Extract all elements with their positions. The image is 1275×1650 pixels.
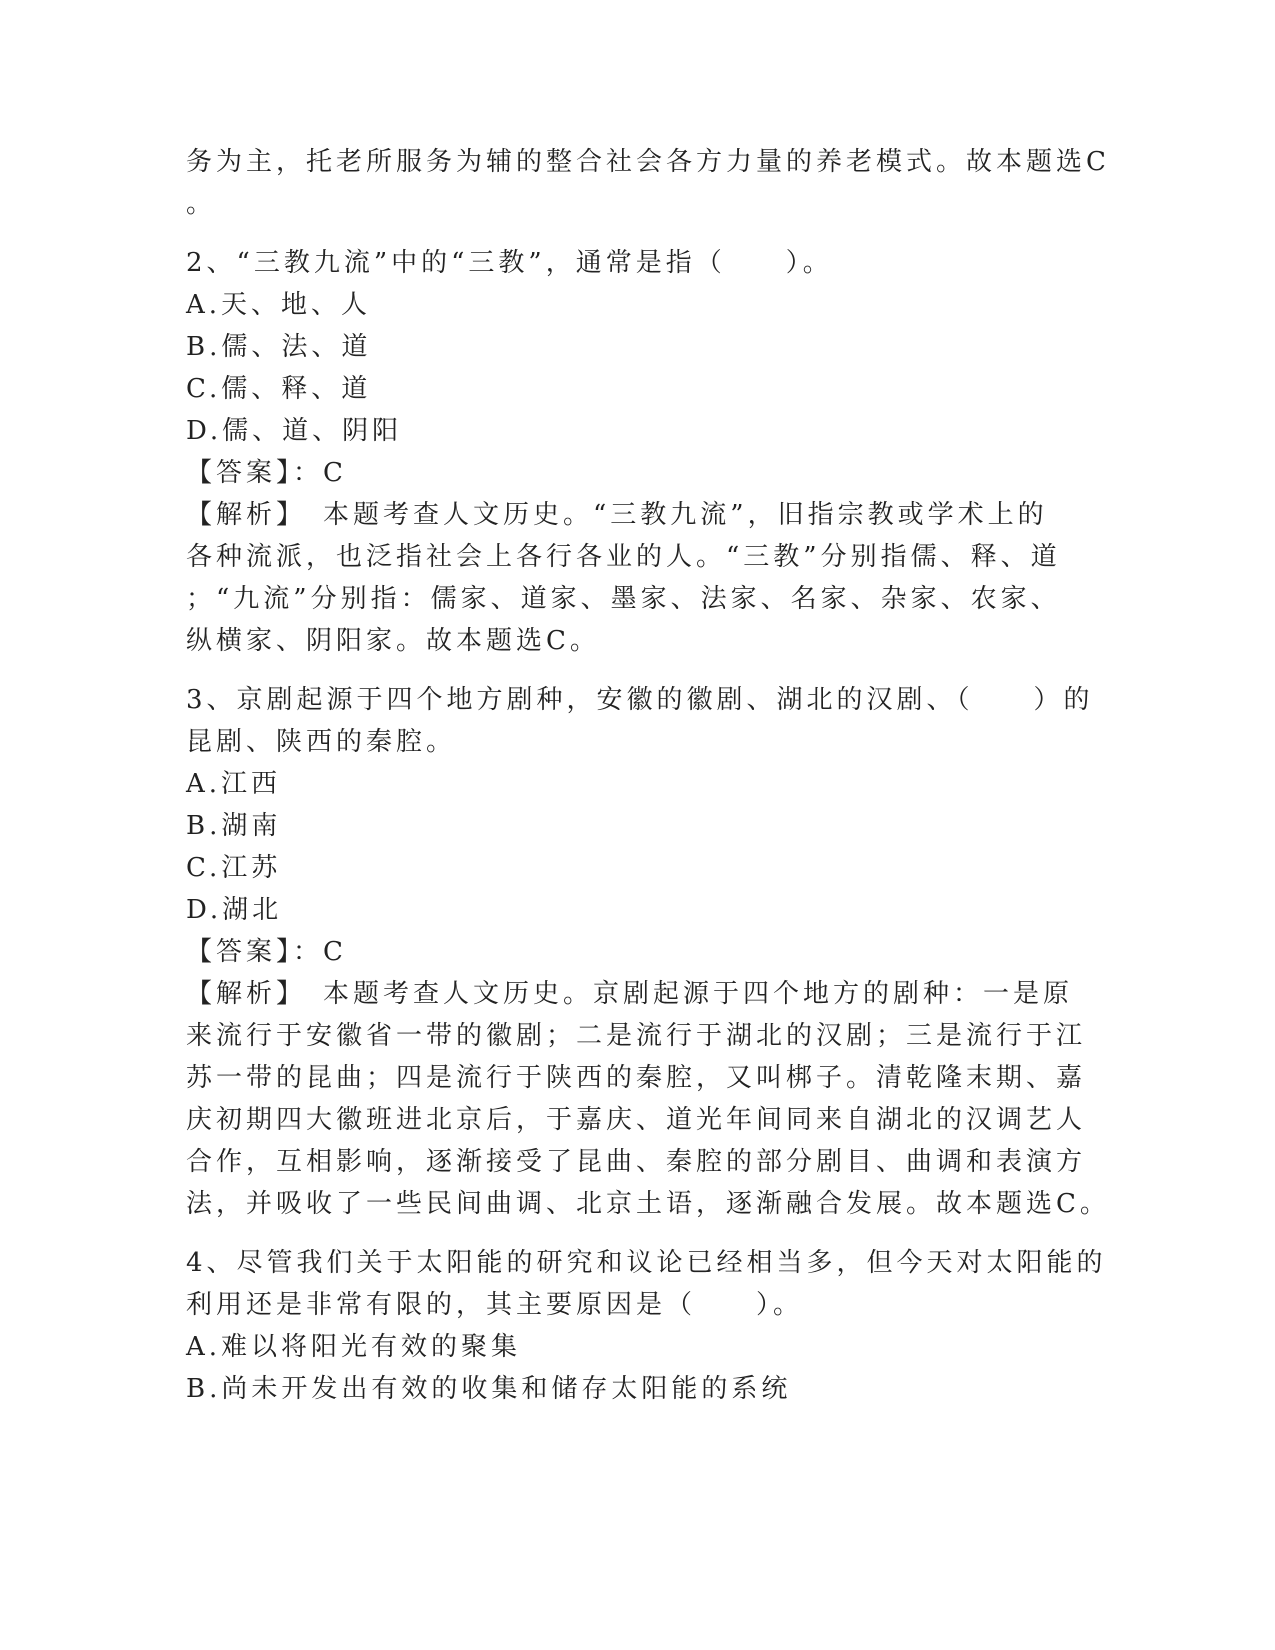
question-stem: 4、尽管我们关于太阳能的研究和议论已经相当多，但今天对太阳能的 — [186, 1248, 1107, 1278]
option-b: B.尚未开发出有效的收集和储存太阳能的系统 — [186, 1374, 792, 1404]
analysis-line: 纵横家、阴阳家。故本题选C。 — [186, 626, 600, 656]
intro-text-line: 务为主，托老所服务为辅的整合社会各方力量的养老模式。故本题选C — [186, 147, 1110, 177]
answer-line: 【答案】：C — [186, 458, 347, 488]
analysis-line: ；“九流”分别指：儒家、道家、墨家、法家、名家、杂家、农家、 — [186, 584, 1061, 614]
option-a: A.天、地、人 — [186, 290, 372, 320]
option-c: C.儒、释、道 — [186, 374, 372, 404]
option-c: C.江苏 — [186, 853, 282, 883]
analysis-line: 合作，互相影响，逐渐接受了昆曲、秦腔的部分剧目、曲调和表演方 — [186, 1147, 1087, 1177]
analysis-line: 【解析】 本题考查人文历史。“三教九流”，旧指宗教或学术上的 — [186, 500, 1048, 530]
intro-text-line: 。 — [186, 189, 217, 219]
analysis-line: 法，并吸收了一些民间曲调、北京土语，逐渐融合发展。故本题选C。 — [186, 1189, 1110, 1219]
option-d: D.儒、道、阴阳 — [186, 416, 403, 446]
question-stem: 3、京剧起源于四个地方剧种，安徽的徽剧、湖北的汉剧、（ ）的 — [186, 685, 1094, 715]
option-b: B.儒、法、道 — [186, 332, 372, 362]
question-stem: 利用还是非常有限的，其主要原因是（ ）。 — [186, 1290, 804, 1320]
option-b: B.湖南 — [186, 811, 282, 841]
analysis-line: 各种流派，也泛指社会上各行各业的人。“三教”分别指儒、释、道 — [186, 542, 1061, 572]
analysis-line: 【解析】 本题考查人文历史。京剧起源于四个地方的剧种：一是原 — [186, 979, 1074, 1009]
analysis-line: 苏一带的昆曲；四是流行于陕西的秦腔，又叫梆子。清乾隆末期、嘉 — [186, 1063, 1087, 1093]
answer-line: 【答案】：C — [186, 937, 347, 967]
analysis-line: 来流行于安徽省一带的徽剧；二是流行于湖北的汉剧；三是流行于江 — [186, 1021, 1087, 1051]
question-stem: 昆剧、陕西的秦腔。 — [186, 727, 457, 757]
option-a: A.江西 — [186, 769, 282, 799]
analysis-line: 庆初期四大徽班进北京后，于嘉庆、道光年间同来自湖北的汉调艺人 — [186, 1105, 1087, 1135]
option-a: A.难以将阳光有效的聚集 — [186, 1332, 522, 1362]
option-d: D.湖北 — [186, 895, 283, 925]
question-stem: 2、“三教九流”中的“三教”，通常是指（ ）。 — [186, 248, 833, 278]
